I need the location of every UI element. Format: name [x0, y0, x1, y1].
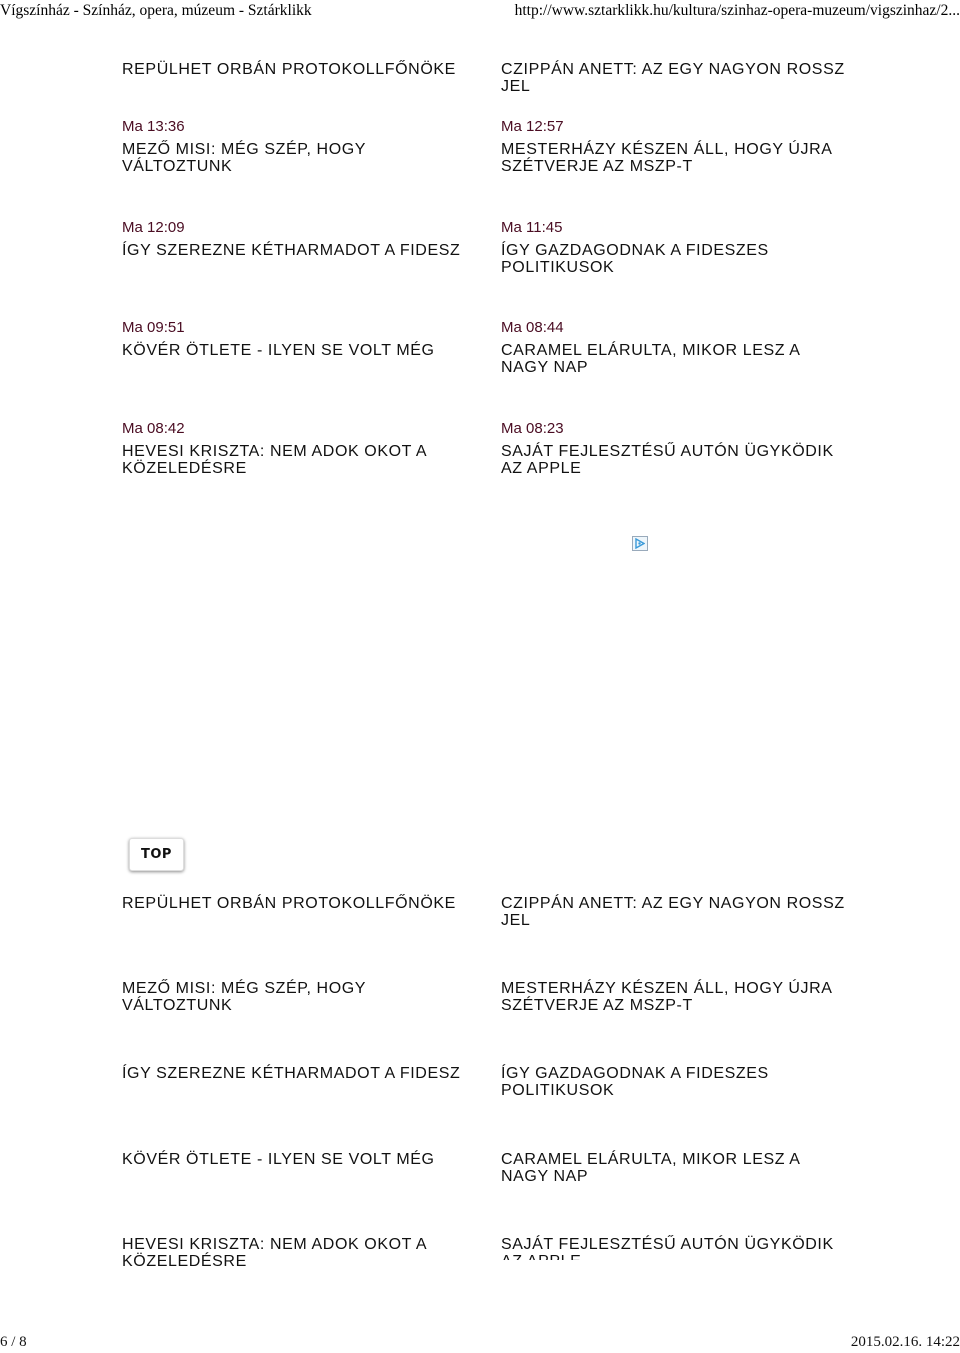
top-list-title[interactable]: MEZŐ MISI: MÉG SZÉP, HOGY VÁLTOZTUNK — [122, 980, 366, 1014]
print-datetime: 2015.02.16. 14:22 — [850, 1334, 960, 1350]
page-title: Vígszínház - Színház, opera, múzeum - Sztárklikk — [0, 2, 312, 19]
feed-item[interactable] — [501, 319, 846, 376]
print-footer — [0, 1334, 960, 1353]
feed-item-time: Ma 12:09 — [122, 219, 185, 236]
feed-item[interactable] — [501, 420, 846, 477]
feed-item[interactable] — [122, 319, 467, 359]
top-list-item[interactable] — [501, 895, 846, 929]
feed-item[interactable] — [501, 219, 846, 276]
feed-item[interactable] — [501, 61, 846, 95]
feed-item-title[interactable]: HEVESI KRISZTA: NEM ADOK OKOT A KÖZELEDÉSRE — [122, 443, 427, 477]
top-button[interactable]: TOP — [129, 838, 184, 871]
top-list-item[interactable] — [122, 980, 467, 1014]
feed-item-title[interactable]: KÖVÉR ÖTLETE - ILYEN SE VOLT MÉG — [122, 342, 435, 359]
top-list-item[interactable] — [122, 1065, 467, 1082]
top-list-item[interactable] — [122, 1151, 467, 1168]
page-url[interactable]: http://www.sztarklikk.hu/kultura/szinhaz-opera-muzeum/vigszinhaz/2... — [514, 2, 960, 19]
feed-item-time: Ma 11:45 — [501, 219, 563, 236]
page-counter: 6 / 8 — [0, 1334, 27, 1350]
top-list-title[interactable]: CZIPPÁN ANETT: AZ EGY NAGYON ROSSZ JEL — [501, 895, 845, 929]
feed-item[interactable] — [122, 219, 467, 259]
top-list-item[interactable] — [501, 980, 846, 1014]
feed-item-title[interactable]: MEZŐ MISI: MÉG SZÉP, HOGY VÁLTOZTUNK — [122, 141, 366, 175]
feed-item-title[interactable]: ÍGY GAZDAGODNAK A FIDESZES POLITIKUSOK — [501, 242, 769, 276]
feed-item-title[interactable]: CZIPPÁN ANETT: AZ EGY NAGYON ROSSZ JEL — [501, 61, 845, 95]
top-list-title[interactable]: SAJÁT FEJLESZTÉSŰ AUTÓN ÜGYKÖDIK — [501, 1236, 834, 1253]
print-header — [0, 0, 960, 22]
top-list-item[interactable] — [501, 1065, 846, 1099]
feed-item[interactable] — [501, 118, 846, 175]
feed-item-time: Ma 09:51 — [122, 319, 185, 336]
feed-item-title[interactable]: ÍGY SZEREZNE KÉTHARMADOT A FIDESZ — [122, 242, 461, 259]
feed-item-time: Ma 08:42 — [122, 420, 185, 437]
feed-item-title[interactable]: REPÜLHET ORBÁN PROTOKOLLFŐNÖKE — [122, 61, 456, 78]
feed-item[interactable] — [122, 61, 467, 78]
top-list-title[interactable]: ÍGY SZEREZNE KÉTHARMADOT A FIDESZ — [122, 1065, 461, 1082]
top-list-item[interactable] — [122, 1236, 467, 1270]
top-list-title[interactable]: KÖVÉR ÖTLETE - ILYEN SE VOLT MÉG — [122, 1151, 435, 1168]
top-list-item[interactable] — [122, 895, 467, 912]
feed-item-title[interactable]: MESTERHÁZY KÉSZEN ÁLL, HOGY ÚJRA SZÉTVERJE AZ MSZP-T — [501, 141, 832, 175]
feed-item-time: Ma 08:23 — [501, 420, 564, 437]
feed-item-time: Ma 08:44 — [501, 319, 564, 336]
feed-item[interactable] — [122, 118, 467, 175]
top-list-title[interactable]: HEVESI KRISZTA: NEM ADOK OKOT A KÖZELEDÉSRE — [122, 1236, 427, 1270]
top-list-title[interactable]: CARAMEL ELÁRULTA, MIKOR LESZ A NAGY NAP — [501, 1151, 800, 1185]
top-list-title[interactable]: MESTERHÁZY KÉSZEN ÁLL, HOGY ÚJRA SZÉTVERJE AZ MSZP-T — [501, 980, 832, 1014]
adchoices-icon[interactable] — [632, 536, 648, 551]
feed-item-time: Ma 12:57 — [501, 118, 564, 135]
top-list-item[interactable] — [501, 1151, 846, 1185]
top-list-title[interactable]: ÍGY GAZDAGODNAK A FIDESZES POLITIKUSOK — [501, 1065, 769, 1099]
feed-item-time: Ma 13:36 — [122, 118, 185, 135]
feed-item-title[interactable]: SAJÁT FEJLESZTÉSŰ AUTÓN ÜGYKÖDIK AZ APPLE — [501, 443, 834, 477]
feed-item[interactable] — [122, 420, 467, 477]
top-list-title[interactable]: REPÜLHET ORBÁN PROTOKOLLFŐNÖKE — [122, 895, 456, 912]
page-break-clip — [500, 1260, 740, 1272]
feed-item-title[interactable]: CARAMEL ELÁRULTA, MIKOR LESZ A NAGY NAP — [501, 342, 800, 376]
